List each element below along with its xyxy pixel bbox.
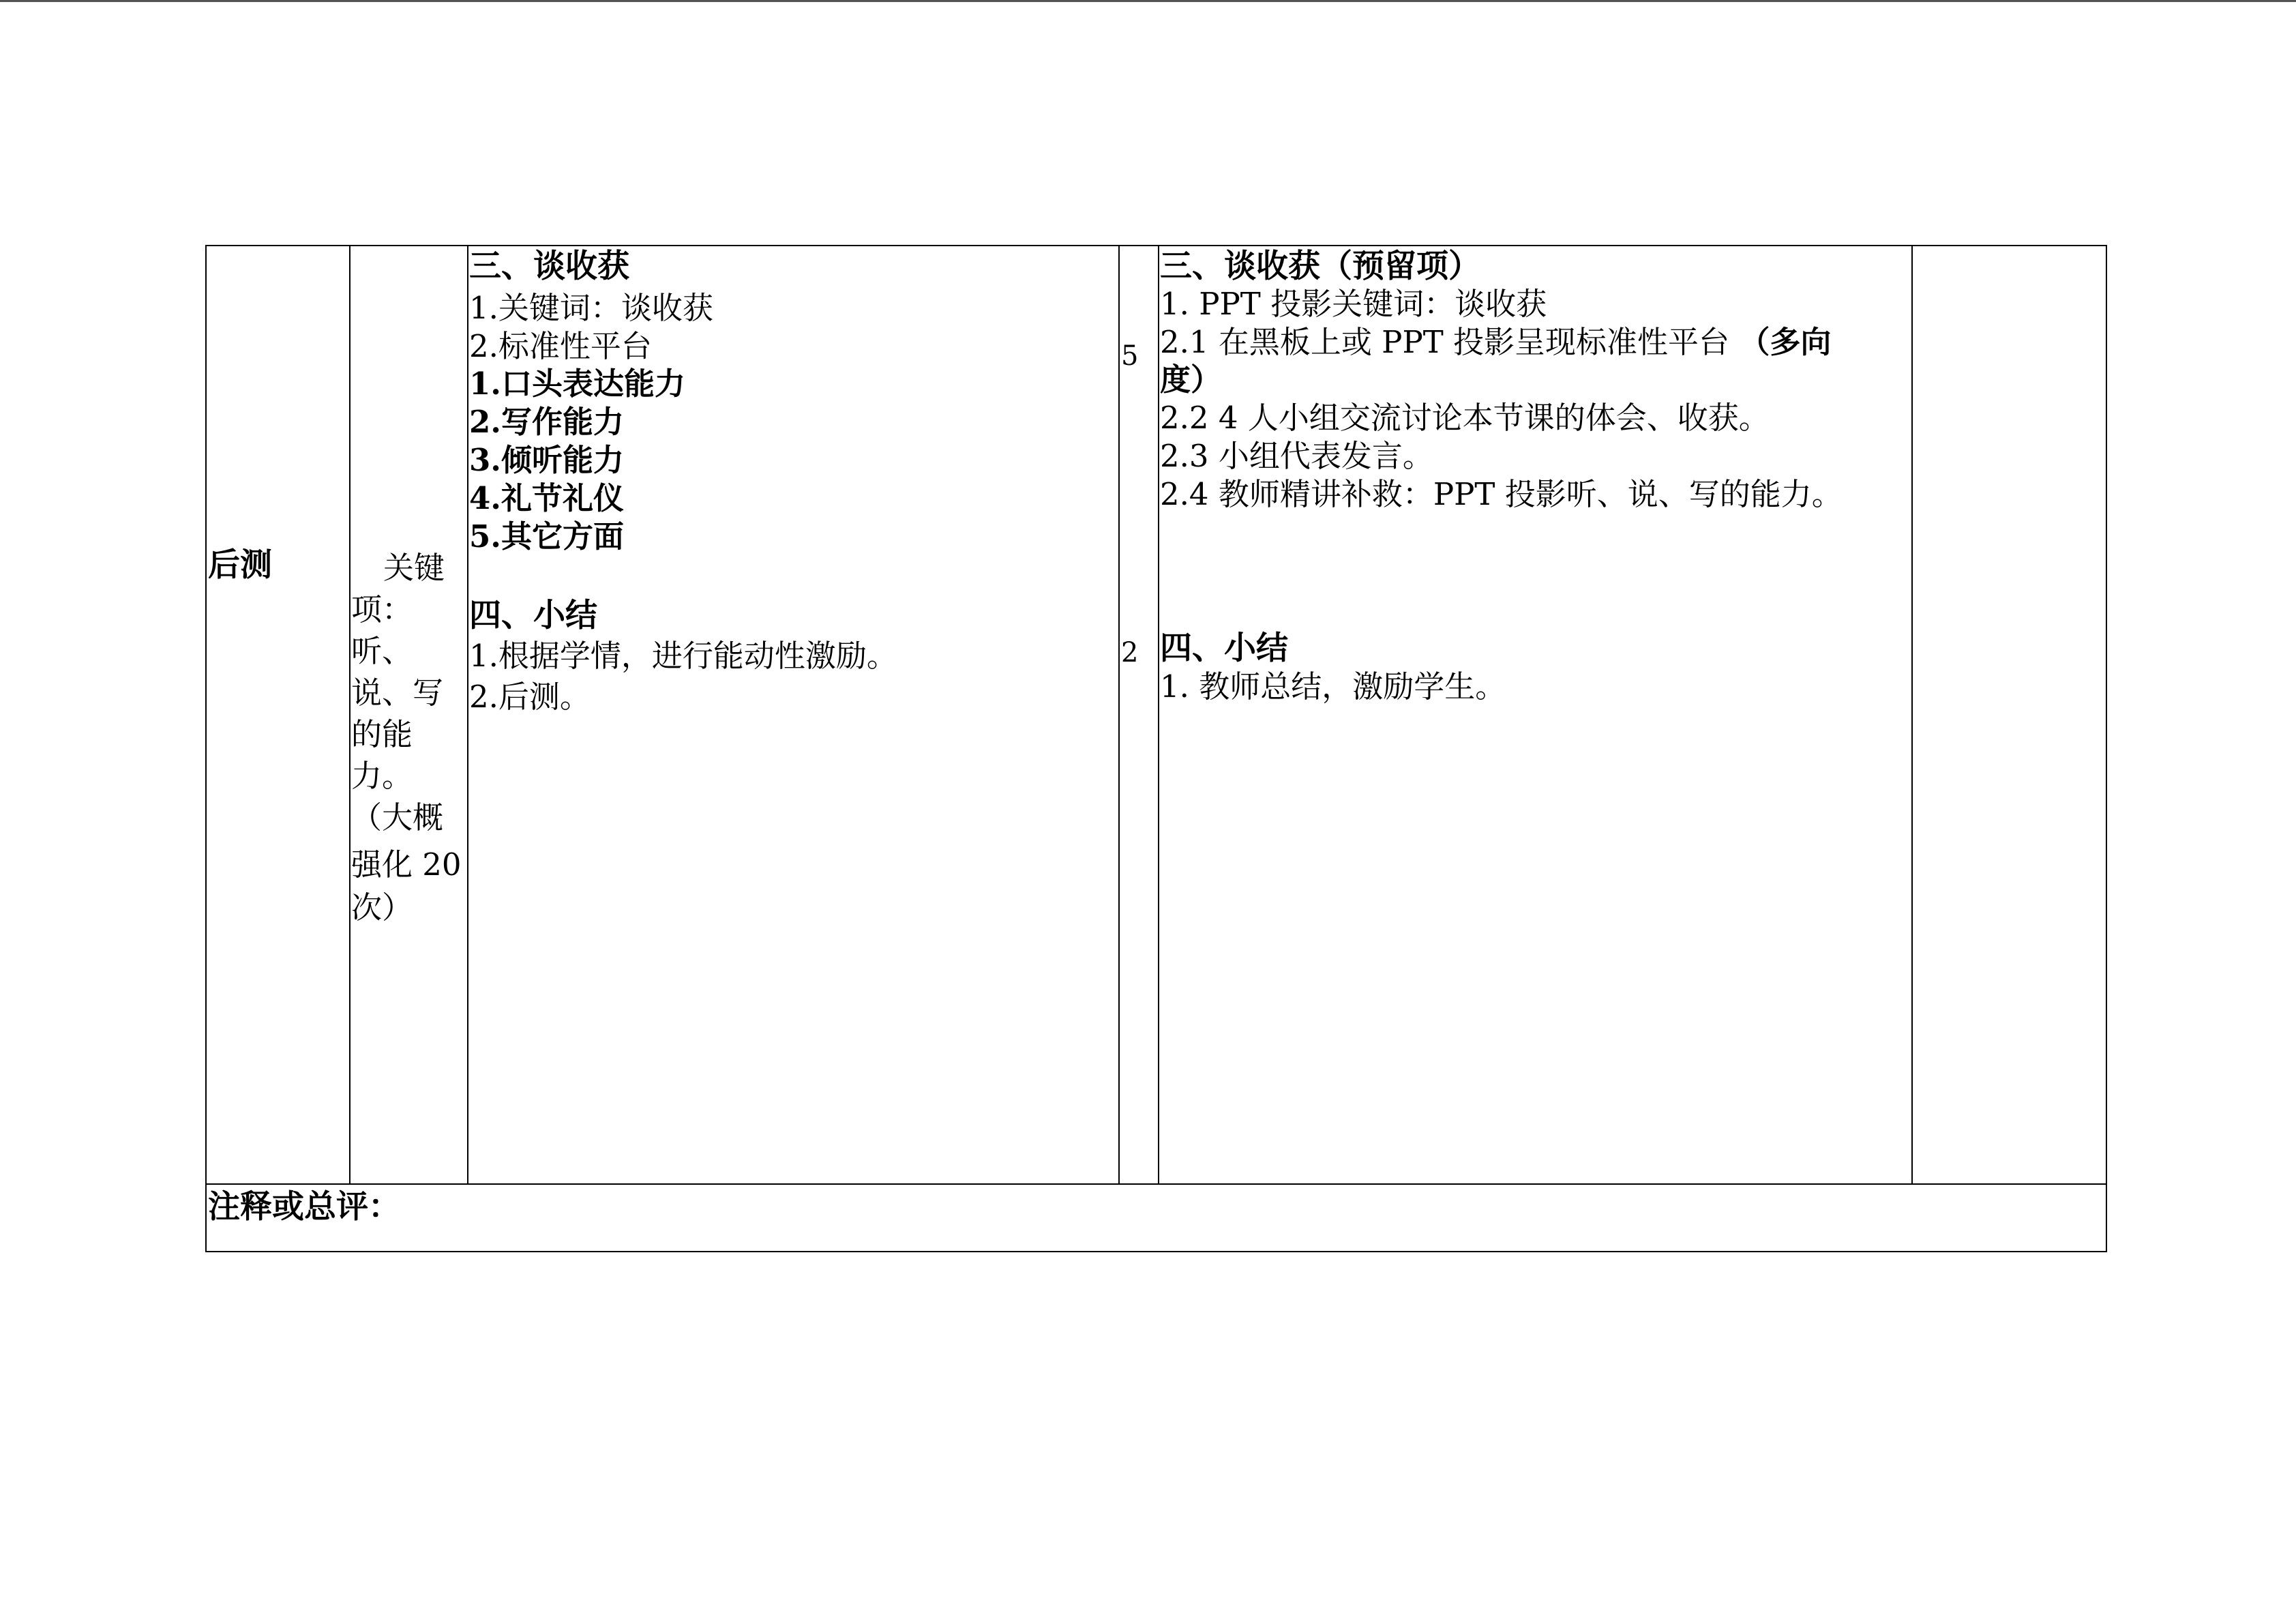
activity-line xyxy=(1160,323,1831,361)
table-bottom-border xyxy=(205,1251,2107,1252)
activity-section3-title: 三、谈收获（预留项） xyxy=(1160,248,1480,285)
section3-title: 三、谈收获 xyxy=(469,248,629,285)
key-item-line: 次） xyxy=(351,889,413,926)
key-item-line: 力。 xyxy=(351,758,413,794)
table-right-border xyxy=(2106,245,2107,1252)
column-divider-1 xyxy=(349,245,351,1185)
key-item-line: 关键 xyxy=(383,550,445,586)
content-item: 1.根据学情，进行能动性激励。 xyxy=(469,638,897,674)
table-left-border xyxy=(205,245,207,1252)
time-section3: 5 xyxy=(1121,340,1139,372)
key-item-line: 强化 20 xyxy=(351,846,462,883)
activity-line: 2.2 4 人小组交流讨论本节课的体会、收获。 xyxy=(1160,400,1770,436)
activity-section4-title: 四、小结 xyxy=(1160,630,1288,667)
key-item-line: 说、写 xyxy=(351,675,444,711)
activity-line-emphasis: 度） xyxy=(1160,361,1222,398)
section4-title: 四、小结 xyxy=(469,597,597,634)
key-item-line: （大概 xyxy=(351,799,444,836)
activity-line: 1. PPT 投影关键词：谈收获 xyxy=(1160,286,1547,322)
activity-line-emphasis: （多向 xyxy=(1739,324,1832,360)
column-divider-3 xyxy=(1118,245,1120,1185)
ability-item: 5.其它方面 xyxy=(469,518,624,555)
content-item: 2.后测。 xyxy=(469,679,591,715)
ability-item: 2.写作能力 xyxy=(469,404,624,440)
activity-line: 2.3 小组代表发言。 xyxy=(1160,438,1433,474)
activity-line-text: 2.1 在黑板上或 PPT 投影呈现标准性平台 xyxy=(1160,324,1740,360)
row-divider xyxy=(205,1183,2107,1185)
table-top-border xyxy=(205,245,2107,246)
ability-item: 1.口头表达能力 xyxy=(469,366,685,402)
key-item-line: 项： xyxy=(351,591,413,628)
key-item-line: 听、 xyxy=(351,633,413,669)
ability-item: 4.礼节礼仪 xyxy=(469,480,624,516)
column-divider-2 xyxy=(467,245,468,1185)
column-divider-4 xyxy=(1158,245,1159,1185)
key-item-line: 的能 xyxy=(351,716,413,752)
stage-label: 后测 xyxy=(208,546,272,584)
ability-item: 3.倾听能力 xyxy=(469,442,624,478)
footer-label: 注释或总评： xyxy=(208,1188,400,1226)
activity-line: 1. 教师总结，激励学生。 xyxy=(1160,668,1506,705)
content-item: 2.标准性平台 xyxy=(469,328,652,364)
column-divider-5 xyxy=(1911,245,1913,1185)
activity-line: 2.4 教师精讲补救：PPT 投影听、说、写的能力。 xyxy=(1160,476,1843,512)
content-item: 1.关键词：谈收获 xyxy=(469,290,713,326)
time-section4: 2 xyxy=(1121,637,1139,668)
